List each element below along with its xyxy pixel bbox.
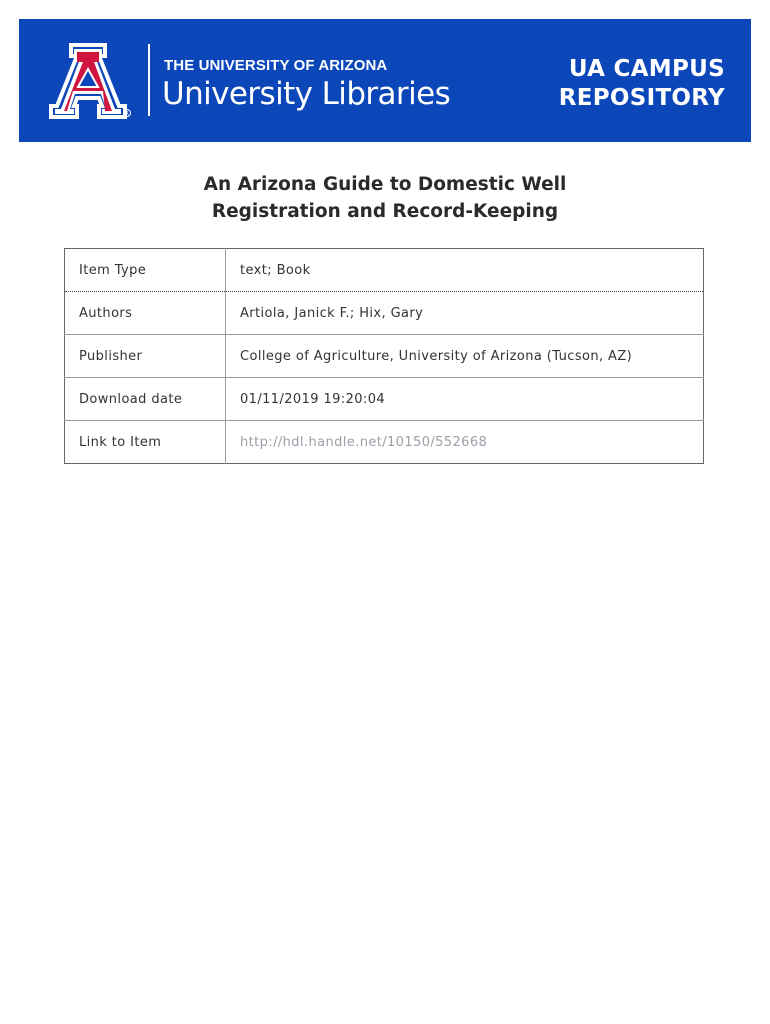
publisher-label: Publisher — [65, 335, 226, 378]
table-row — [65, 292, 704, 335]
document-title-line-1: An Arizona Guide to Domestic Well — [203, 174, 567, 195]
table-row — [65, 421, 704, 464]
university-of-arizona-logo-icon — [44, 43, 132, 119]
document-title — [0, 171, 770, 225]
download-date-value: 01/11/2019 19:20:04 — [226, 378, 704, 421]
metadata-table — [64, 248, 704, 464]
item-link[interactable]: http://hdl.handle.net/10150/552668 — [240, 434, 488, 450]
item-type-value: text; Book — [226, 249, 704, 292]
authors-label: Authors — [65, 292, 226, 335]
document-title-line-2: Registration and Record-Keeping — [211, 201, 559, 222]
university-name: THE UNIVERSITY OF ARIZONA — [164, 57, 388, 74]
table-row — [65, 378, 704, 421]
item-type-label: Item Type — [65, 249, 226, 292]
libraries-name: University Libraries — [162, 76, 451, 112]
table-row — [65, 249, 704, 292]
authors-value: Artiola, Janick F.; Hix, Gary — [226, 292, 704, 335]
link-to-item-label: Link to Item — [65, 421, 226, 464]
repository-banner — [19, 19, 751, 142]
repository-line-2: REPOSITORY — [558, 85, 725, 111]
download-date-label: Download date — [65, 378, 226, 421]
repository-line-1: UA CAMPUS — [568, 56, 725, 82]
publisher-value: College of Agriculture, University of Arizona (Tucson, AZ) — [226, 335, 704, 378]
banner-divider — [148, 44, 150, 116]
repository-name — [559, 55, 725, 113]
link-to-item-cell — [226, 421, 704, 464]
table-row — [65, 335, 704, 378]
svg-text:R: R — [125, 111, 129, 117]
